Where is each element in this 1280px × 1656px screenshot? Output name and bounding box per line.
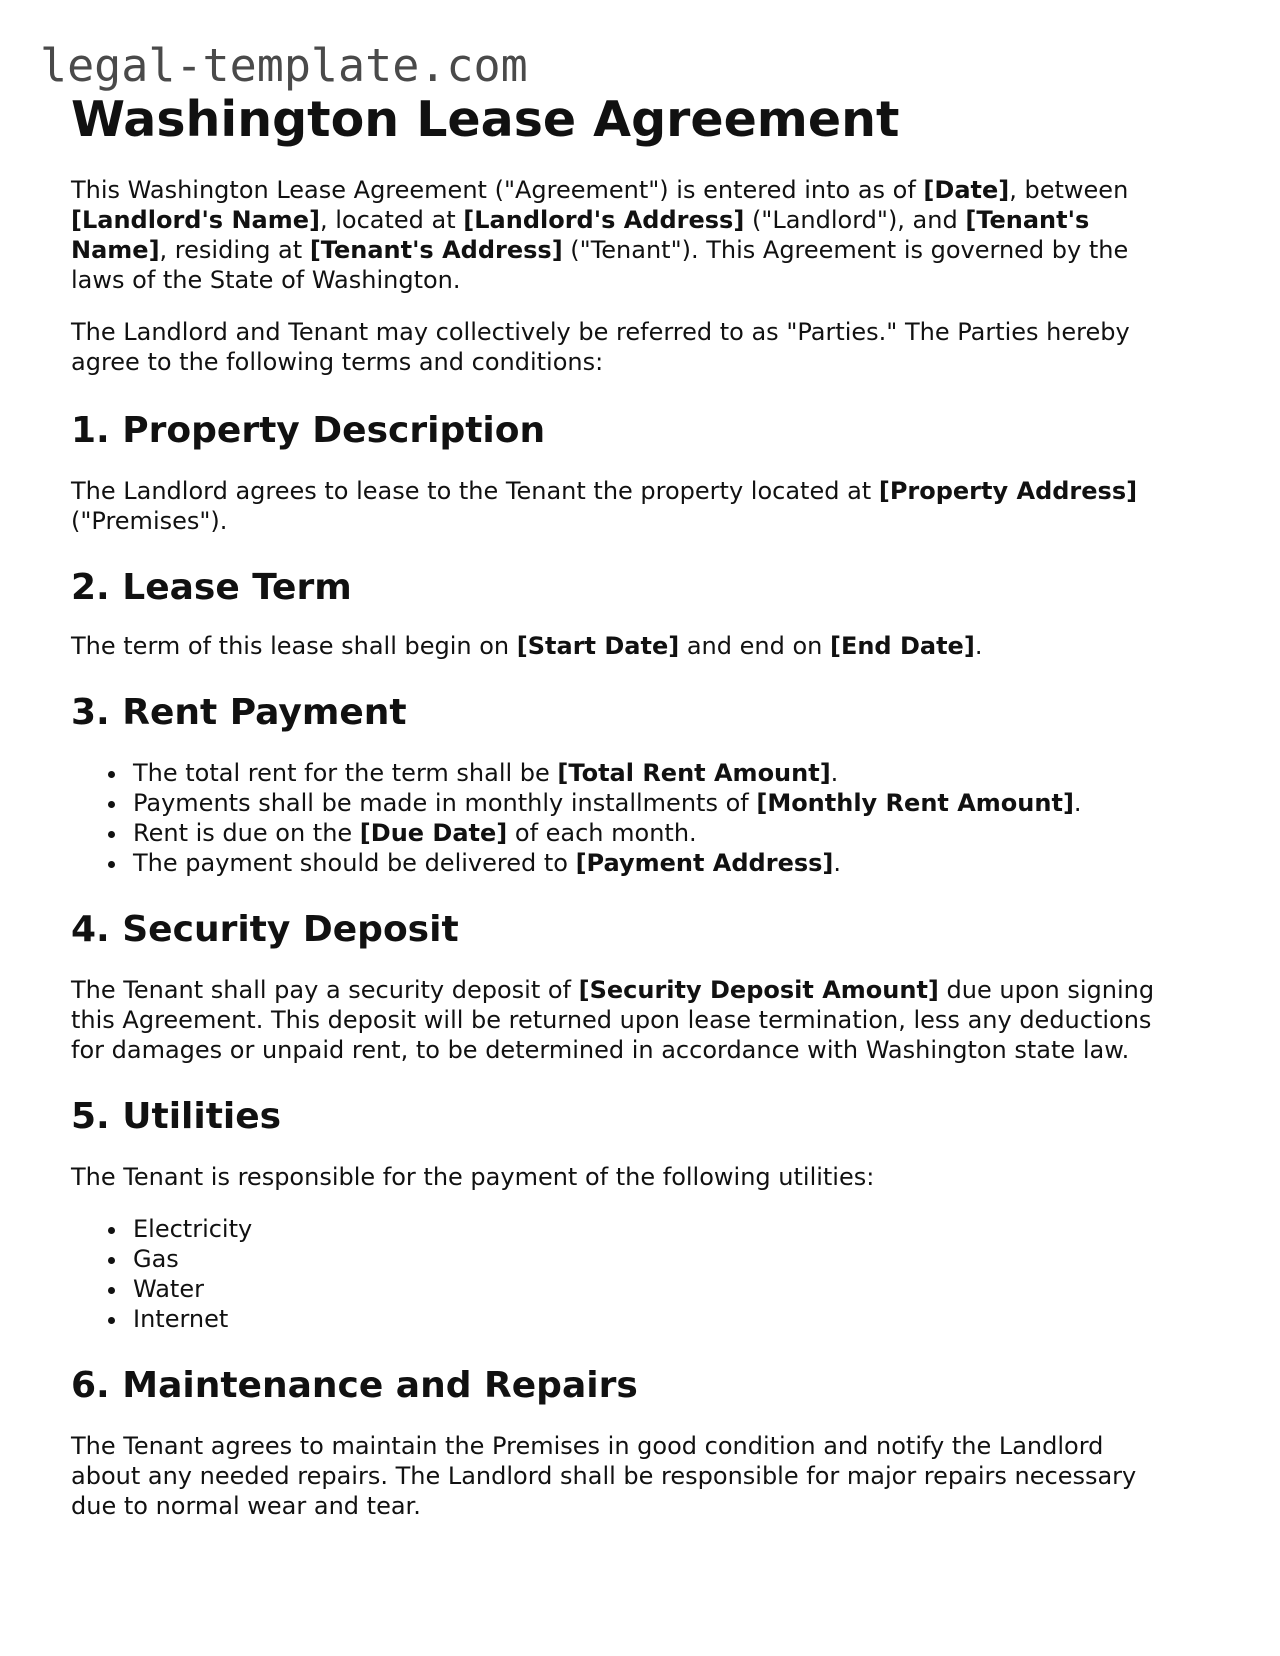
tenant-name-placeholder: [Tenant's — [965, 206, 1090, 234]
intro-text: This Washington Lease Agreement ("Agreement") is entered into as of — [71, 176, 924, 204]
intro-text: , residing at — [159, 236, 310, 264]
date-placeholder: [Date] — [923, 176, 1010, 204]
section-heading-security-deposit: 4. Security Deposit — [71, 909, 459, 950]
lease-term-text: and end on — [679, 632, 830, 660]
maintenance-paragraph — [71, 1431, 1211, 1521]
intro-text: , between — [1009, 176, 1129, 204]
document-body — [71, 88, 1211, 1521]
section-heading-lease-term: 2. Lease Term — [71, 567, 352, 608]
lease-term-text: The term of this lease shall begin on — [71, 632, 517, 660]
list-item — [133, 848, 1211, 878]
maintenance-text: The Tenant agrees to maintain the Premises in good condition and notify the Landlord — [71, 1432, 1104, 1460]
security-deposit-paragraph — [71, 975, 1211, 1065]
intro-text: ("Landlord"), and — [744, 206, 966, 234]
maintenance-text: due to normal wear and tear. — [71, 1492, 421, 1520]
tenant-name-placeholder-cont: Name] — [71, 236, 160, 264]
section-heading-property: 1. Property Description — [71, 410, 546, 451]
rent-text: . — [833, 849, 842, 877]
parties-paragraph — [71, 317, 1211, 377]
tenant-address-placeholder: [Tenant's Address] — [309, 236, 563, 264]
list-item: Water — [133, 1274, 1211, 1304]
payment-address-placeholder: [Payment Address] — [575, 849, 834, 877]
rent-list — [71, 758, 1211, 878]
list-item — [133, 818, 1211, 848]
rent-text: The total rent for the term shall be — [133, 759, 558, 787]
rent-text: Rent is due on the — [133, 819, 360, 847]
lease-term-text: . — [974, 632, 983, 660]
due-date-placeholder: [Due Date] — [359, 819, 508, 847]
maintenance-text: about any needed repairs. The Landlord shall be responsible for major repairs necessary — [71, 1462, 1137, 1490]
parties-line: agree to the following terms and conditions: — [71, 348, 604, 376]
list-item: Electricity — [133, 1214, 1211, 1244]
lease-term-paragraph — [71, 631, 1211, 661]
rent-text: . — [830, 759, 839, 787]
end-date-placeholder: [End Date] — [829, 632, 975, 660]
deposit-text: for damages or unpaid rent, to be determined in accordance with Washington state law. — [71, 1036, 1130, 1064]
start-date-placeholder: [Start Date] — [516, 632, 680, 660]
deposit-text: due upon signing — [938, 976, 1155, 1004]
list-item: Internet — [133, 1304, 1211, 1334]
rent-text: Payments shall be made in monthly installments of — [133, 789, 757, 817]
list-item — [133, 758, 1211, 788]
utilities-paragraph: The Tenant is responsible for the payment of the following utilities: — [71, 1163, 875, 1191]
utilities-list — [71, 1214, 1211, 1334]
intro-text: , located at — [319, 206, 464, 234]
landlord-address-placeholder: [Landlord's Address] — [463, 206, 745, 234]
intro-paragraph — [71, 175, 1211, 295]
section-heading-rent: 3. Rent Payment — [71, 692, 407, 733]
property-address-placeholder: [Property Address] — [878, 477, 1138, 505]
rent-text: of each month. — [507, 819, 697, 847]
list-item — [133, 788, 1211, 818]
deposit-text: this Agreement. This deposit will be returned upon lease termination, less any deductions — [71, 1006, 1152, 1034]
deposit-text: The Tenant shall pay a security deposit of — [71, 976, 579, 1004]
deposit-amount-placeholder: [Security Deposit Amount] — [578, 976, 939, 1004]
rent-text: . — [1073, 789, 1082, 817]
monthly-rent-placeholder: [Monthly Rent Amount] — [756, 789, 1074, 817]
total-rent-placeholder: [Total Rent Amount] — [557, 759, 831, 787]
property-text: ("Premises"). — [71, 507, 228, 535]
intro-text: laws of the State of Washington. — [71, 266, 461, 294]
intro-text: ("Tenant"). This Agreement is governed by the — [562, 236, 1129, 264]
parties-line: The Landlord and Tenant may collectively be referred to as "Parties." The Parties hereby — [71, 318, 1130, 346]
property-paragraph — [71, 476, 1211, 536]
landlord-name-placeholder: [Landlord's Name] — [71, 206, 320, 234]
section-heading-maintenance: 6. Maintenance and Repairs — [71, 1365, 638, 1406]
document-title: Washington Lease Agreement — [71, 91, 900, 148]
section-heading-utilities: 5. Utilities — [71, 1096, 282, 1137]
site-watermark: legal-template.com — [40, 39, 528, 92]
property-text: The Landlord agrees to lease to the Tenant the property located at — [71, 477, 879, 505]
rent-text: The payment should be delivered to — [133, 849, 576, 877]
list-item: Gas — [133, 1244, 1211, 1274]
